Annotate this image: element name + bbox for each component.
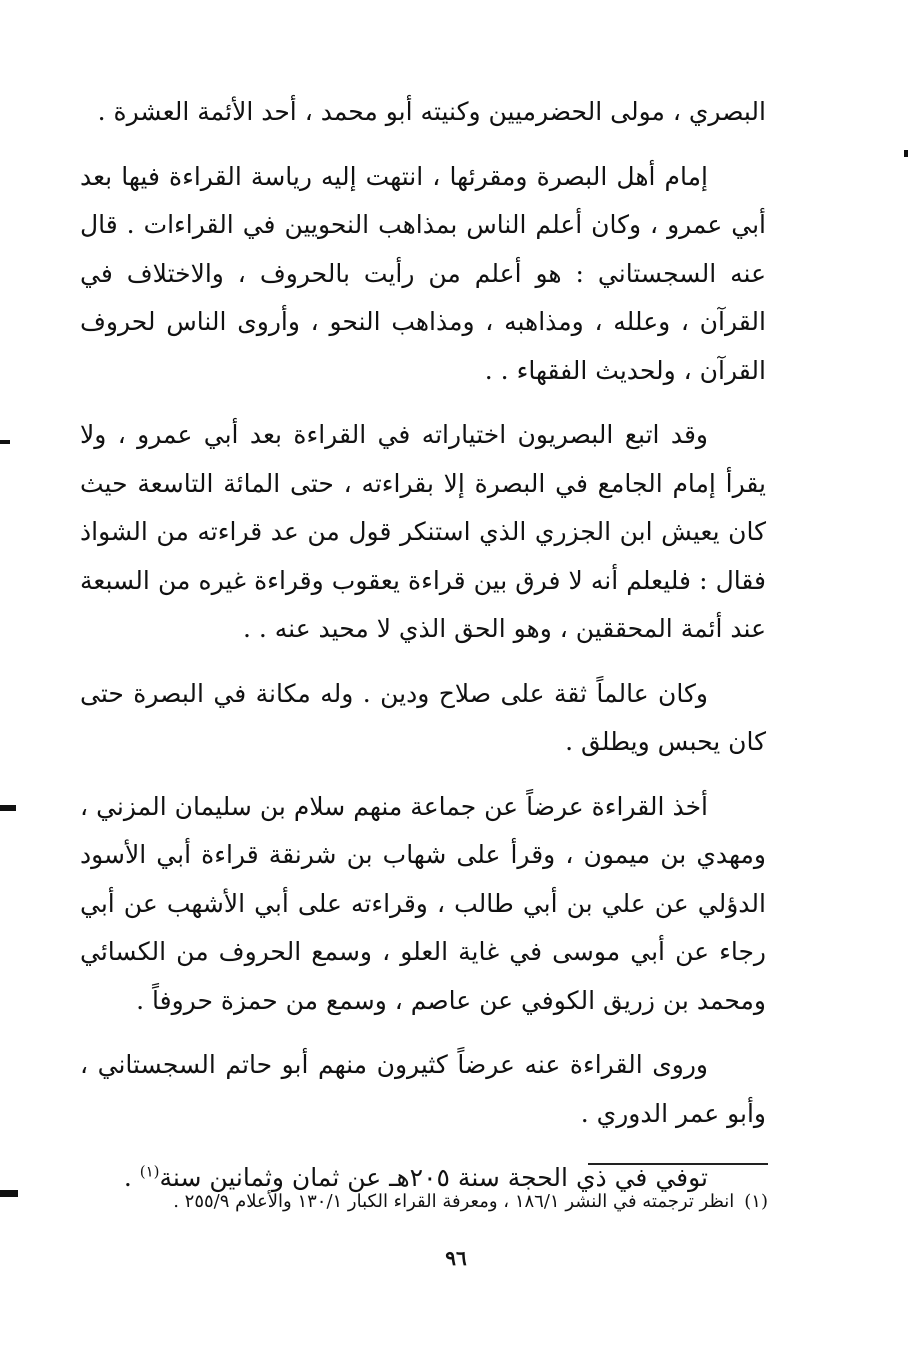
scan-mark-upper [0, 440, 10, 444]
death-line-text: توفي في ذي الحجة سنة ٢٠٥هـ عن ثمان وثمانين سنة [159, 1163, 708, 1192]
scan-mark-lower [0, 1190, 18, 1197]
paragraph-2: إمام أهل البصرة ومقرئها ، انتهت إليه رياسة القراءة فيها بعد أبي عمرو ، وكان أعلم الناس بمذاهب النحويين في القراءات . قال عنه السجستاني : هو أعلم من رأيت بالحروف ، والاختلاف في القرآن ، وعلله ، ومذاهبه ، ومذاهب النحو ، وأروى الناس لحروف القرآن ، ولحديث الفقهاء . . [80, 161, 766, 385]
page-number: ٩٦ [445, 1246, 467, 1270]
footnote-number: (١) [744, 1191, 768, 1212]
death-line-end: . [123, 1163, 140, 1192]
footnote-reference: (١) [139, 1162, 160, 1181]
footnote [80, 1188, 768, 1216]
scan-mark-top [904, 150, 908, 157]
paragraph-5: أخذ القراءة عرضاً عن جماعة منهم سلام بن سليمان المزني ، ومهدي بن ميمون ، وقرأ على شهاب بن شرنقة قراءة أبي الأسود الدؤلي عن علي بن أبي طالب ، وقراءته على أبي الأشهب عن أبي رجاء عن أبي موسى في غاية العلو ، وسمع الحروف من الكسائي ومحمد بن زريق الكوفي عن عاصم ، وسمع من حمزة حروفاً . [80, 791, 766, 1015]
paragraph-4: وكان عالماً ثقة على صلاح ودين . وله مكانة في البصرة حتى كان يحبس ويطلق . [80, 678, 766, 756]
paragraph-3: وقد اتبع البصريون اختياراته في القراءة بعد أبي عمرو ، ولا يقرأ إمام الجامع في البصرة إلا بقراءته ، حتى المائة التاسعة حيث كان يعيش ابن الجزري الذي استنكر قول من عد قراءته من الشواذ فقال : فليعلم أنه لا فرق بين قراءة يعقوب وقراءة غيره من السبعة عند أئمة المحققين ، وهو الحق الذي لا محيد عنه . . [80, 420, 766, 643]
footnote-text: انظر ترجمته في النشر ١٨٦/١ ، ومعرفة القراء الكبار ١٣٠/١ والأعلام ٢٥٥/٩ . [173, 1191, 735, 1212]
footnote-divider [588, 1163, 768, 1165]
paragraph-6: وروى القراءة عنه عرضاً كثيرون منهم أبو حاتم السجستاني ، وأبو عمر الدوري . [80, 1050, 766, 1128]
scan-mark-middle [0, 805, 16, 811]
main-text [80, 88, 766, 1219]
paragraph-1: البصري ، مولى الحضرميين وكنيته أبو محمد ، أحد الأئمة العشرة . [97, 97, 766, 126]
